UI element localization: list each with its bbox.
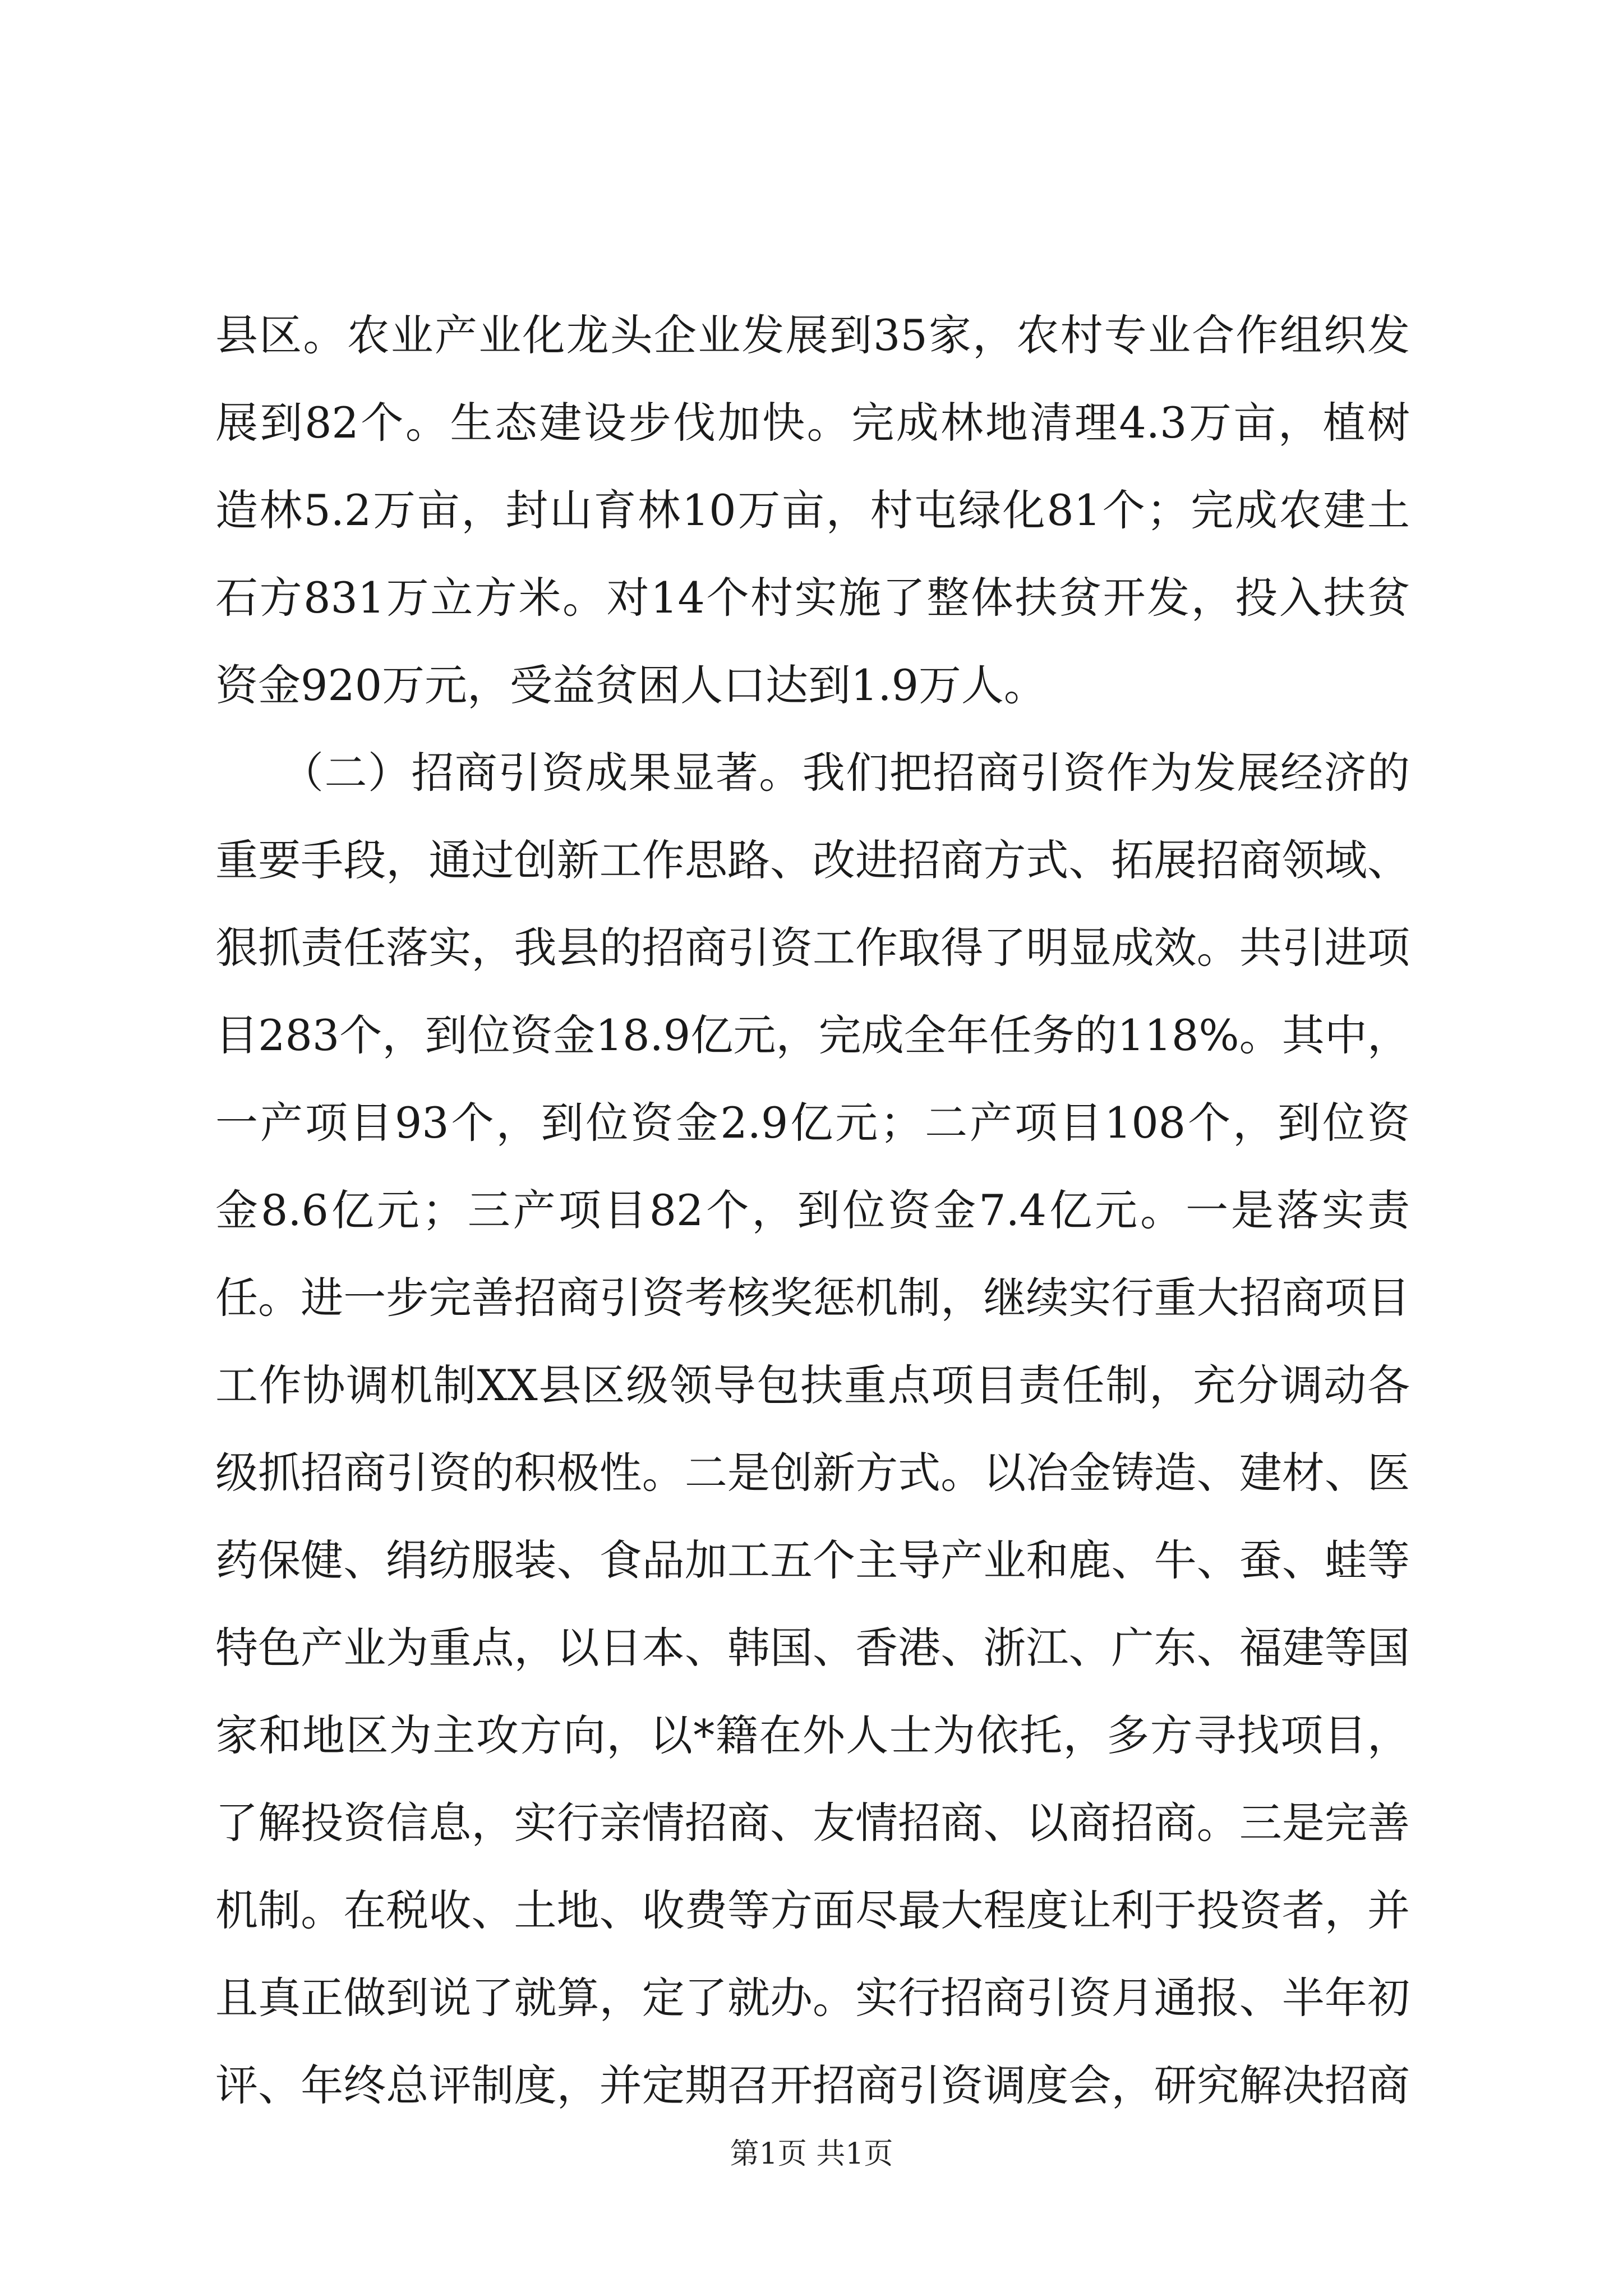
text-line: 造林5.2万亩，封山育林10万亩，村屯绿化81个；完成农建土: [215, 485, 1410, 535]
text-line: 狠抓责任落实，我县的招商引资工作取得了明显成效。共引进项: [215, 923, 1410, 973]
text-line: 展到82个。生态建设步伐加快。完成林地清理4.3万亩，植树: [215, 398, 1410, 448]
text-line: 任。进一步完善招商引资考核奖惩机制，继续实行重大招商项目: [215, 1273, 1410, 1323]
text-line: 家和地区为主攻方向，以*籍在外人士为依托，多方寻找项目，: [215, 1710, 1410, 1760]
text-line: 了解投资信息，实行亲情招商、友情招商、以商招商。三是完善: [215, 1798, 1410, 1848]
text-line: 目283个，到位资金18.9亿元，完成全年任务的118%。其中，: [215, 1010, 1410, 1060]
text-line: 特色产业为重点，以日本、韩国、香港、浙江、广东、福建等国: [215, 1623, 1410, 1673]
text-line: 资金920万元，受益贫困人口达到1.9万人。: [215, 660, 1046, 710]
text-line: 县区。农业产业化龙头企业发展到35家，农村专业合作组织发: [215, 310, 1410, 360]
text-line: 金8.6亿元；三产项目82个，到位资金7.4亿元。一是落实责: [215, 1185, 1410, 1235]
text-line: 且真正做到说了就算，定了就办。实行招商引资月通报、半年初: [215, 1973, 1410, 2023]
text-line: 一产项目93个，到位资金2.9亿元；二产项目108个，到位资: [215, 1098, 1410, 1148]
text-line: 药保健、绢纺服装、食品加工五个主导产业和鹿、牛、蚕、蛙等: [215, 1535, 1410, 1585]
text-line: 机制。在税收、土地、收费等方面尽最大程度让利于投资者，并: [215, 1885, 1410, 1935]
text-line: 石方831万立方米。对14个村实施了整体扶贫开发，投入扶贫: [215, 573, 1410, 623]
text-line: 工作协调机制XX县区级领导包扶重点项目责任制，充分调动各: [215, 1360, 1410, 1410]
page-number-footer: 第1页 共1页: [730, 2137, 893, 2171]
text-line: 评、年终总评制度，并定期召开招商引资调度会，研究解决招商: [215, 2060, 1410, 2110]
text-line: 重要手段，通过创新工作思路、改进招商方式、拓展招商领域、: [215, 835, 1410, 885]
paragraph-heading-line: （二）招商引资成果显著。我们把招商引资作为发展经济的: [215, 748, 1410, 798]
text-line: 级抓招商引资的积极性。二是创新方式。以冶金铸造、建材、医: [215, 1448, 1410, 1498]
body-text: [215, 292, 1410, 2129]
